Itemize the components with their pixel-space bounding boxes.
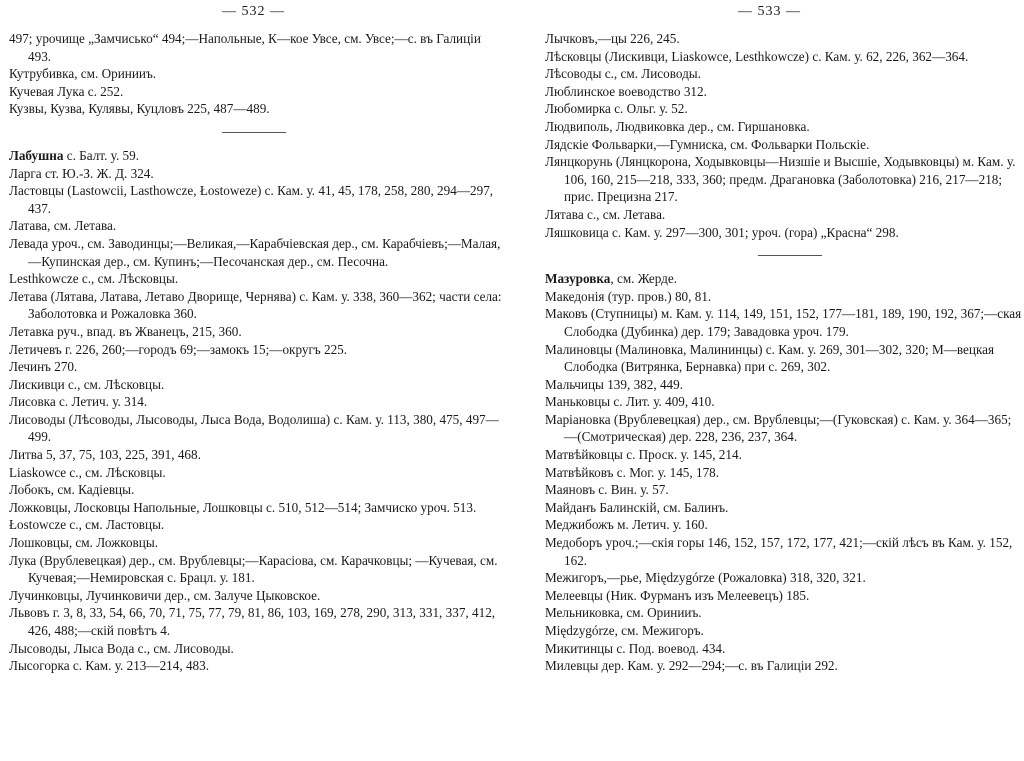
- entry-text: Межигоръ,—рье, Międzygórze (Рожаловка) 318, 320, 321.: [545, 570, 866, 586]
- page-number: — 533 —: [738, 4, 801, 19]
- index-entry: [520, 288, 1024, 306]
- page-number: — 532 —: [222, 4, 285, 19]
- entry-text: Liaskowce с., см. Лѣсковцы.: [9, 464, 166, 480]
- index-entry: [0, 182, 506, 217]
- entry-text: Маньковцы с. Лит. у. 409, 410.: [545, 394, 715, 410]
- index-entry: [0, 235, 506, 270]
- index-entry: [520, 640, 1024, 658]
- entry-text: Лискивци с., см. Лѣсковцы.: [9, 376, 165, 392]
- entry-text: Międzygórze, см. Межигоръ.: [545, 623, 704, 638]
- index-entry: [520, 499, 1024, 517]
- index-entry: [0, 534, 506, 552]
- index-entry: [520, 270, 1024, 288]
- index-entry: [0, 288, 506, 323]
- entry-text: Лошковцы, см. Ложковцы.: [9, 535, 158, 551]
- index-entry: [520, 481, 1024, 499]
- index-entry: Лянцкорунь (Лянцкорона, Ходывковцы—Низшіе и Высшіе, Ходывковцы) м. Кам. у. 106, 160, 215—218, 333, 360; предм. Драгановка (Заболотовка) 216, 217—218; прис. Прецизна 217.: [545, 154, 1016, 205]
- section-head-word: Мазуровка: [545, 271, 611, 287]
- index-entry: [0, 657, 506, 675]
- index-entry: [0, 552, 506, 587]
- entry-text: Мельниковка, см. Оринииъ.: [545, 605, 702, 621]
- index-entry: [520, 657, 1024, 675]
- entry-text: Литва 5, 37, 75, 103, 225, 391, 468.: [9, 447, 201, 463]
- index-entry: [0, 446, 506, 464]
- index-entry: Любомирка с. Ольг. у. 52.: [545, 101, 688, 117]
- entry-text: Мальчицы 139, 382, 449.: [545, 376, 684, 392]
- entry-text: Ларга ст. Ю.-З. Ж. Д. 324.: [9, 165, 154, 181]
- entry-text: Лука (Врублевецкая) дер., см. Врублевцы;—Карасіова, см. Карачковцы; —Кучевая, см. Кучевая;—Немировская с. Брацл. у. 181.: [9, 552, 498, 586]
- entry-text: Малиновцы (Малиновка, Малининцы) с. Кам. у. 269, 301—302, 320; М—вецкая Слободка (Витрянка, Бернавка) при с. 269, 302.: [545, 341, 995, 375]
- index-entry: [520, 569, 1024, 587]
- index-entry: [0, 393, 506, 411]
- entry-text: с. Балт. у. 59.: [63, 147, 140, 163]
- index-entry: [0, 499, 506, 517]
- section-divider: [758, 255, 822, 256]
- index-entry: Лѣсковцы (Лискивци, Liaskowce, Lesthkowcze) с. Кам. у. 62, 226, 362—364.: [545, 48, 969, 64]
- section-divider: [222, 132, 286, 133]
- entry-text: Латава, см. Летава.: [9, 218, 117, 234]
- index-entry: [0, 217, 506, 235]
- index-entry: [0, 341, 506, 359]
- index-entry: [520, 393, 1024, 411]
- entry-text: Лысогорка с. Кам. у. 213—214, 483.: [9, 658, 210, 674]
- entry-text: Маковъ (Ступницы) м. Кам. у. 114, 149, 151, 152, 177—181, 189, 190, 192, 367;—ская Слободка (Дубинка) дер. 179; Завадовка уроч. 179.: [545, 306, 1022, 339]
- index-entry: [520, 305, 1024, 340]
- index-entry: [0, 464, 506, 482]
- left-page: [0, 0, 506, 761]
- entry-text: Майданъ Балинскій, см. Балинъ.: [545, 499, 729, 515]
- index-entry: [520, 622, 1024, 640]
- entry-text: Лечинъ 270.: [9, 359, 78, 375]
- index-entry: [0, 165, 506, 183]
- entry-text: Лисовка с. Летич. у. 314.: [9, 394, 148, 410]
- entry-text: Лысоводы, Лыса Вода с., см. Лисоводы.: [9, 640, 234, 656]
- index-entries: [520, 30, 1024, 675]
- entry-text: Милевцы дер. Кам. у. 292—294;—с. въ Галиціи 292.: [545, 658, 838, 674]
- index-entry: Лядскіе Фольварки,—Гумниска, см. Фольварки Польскіе.: [545, 136, 870, 152]
- entry-text: Лисоводы (Лѣсоводы, Лысоводы, Лыса Вода, Водолиша) с. Кам. у. 113, 380, 475, 497—499.: [9, 411, 499, 445]
- index-entry: 497; урочище „Замчисько“ 494;—Напольные, К—кое Увсе, см. Увсе;—с. въ Галиціи 493.: [9, 31, 481, 64]
- index-entry: [520, 464, 1024, 482]
- index-entry: [0, 323, 506, 341]
- entry-text: Летавка руч., впад. въ Жванецъ, 215, 360.: [9, 323, 242, 339]
- entry-text: Łostowcze с., см. Ластовцы.: [9, 517, 165, 533]
- entry-text: Ластовцы (Lastowcii, Lasthowcze, Łostoweze) с. Кам. у. 41, 45, 178, 258, 280, 294—297, 437.: [9, 183, 494, 216]
- entry-text: Lesthkowcze с., см. Лѣсковцы.: [9, 271, 179, 287]
- right-page: [520, 0, 1024, 761]
- index-entry: Люблинское воеводство 312.: [545, 83, 707, 99]
- entry-text: Летичевъ г. 226, 260;—городъ 69;—замокъ 15;—округъ 225.: [9, 341, 348, 357]
- index-entry: [520, 411, 1024, 446]
- index-entry: [520, 516, 1024, 534]
- entry-text: , см. Жерде.: [610, 271, 678, 287]
- index-entry: [520, 446, 1024, 464]
- index-entry: [0, 604, 506, 639]
- index-entry: Кутрубивка, см. Оринииъ.: [9, 66, 157, 82]
- entry-text: Мелеевцы (Ник. Фурманъ изъ Мелеевецъ) 185.: [545, 587, 810, 603]
- index-entry: Кузвы, Кузва, Кулявы, Куцловъ 225, 487—489.: [9, 101, 270, 117]
- entry-text: Меджибожъ м. Летич. у. 160.: [545, 517, 708, 533]
- entry-text: Микитинцы с. Под. воевод. 434.: [545, 640, 726, 656]
- entry-text: Львовъ г. 3, 8, 33, 54, 66, 70, 71, 75, 77, 79, 81, 86, 103, 169, 278, 290, 313, 331, 337, 412, 426, 488;—скій повѣтъ 4.: [9, 605, 496, 638]
- entry-text: Лучинковцы, Лучинковичи дер., см. Залуче Цыковское.: [9, 587, 321, 603]
- index-entry: Лятава с., см. Летава.: [545, 206, 666, 222]
- index-entry: [0, 270, 506, 288]
- entry-text: Левада уроч., см. Заводинцы;—Великая,—Карабчіевская дер., см. Карабчіевъ;—Малая,—Купинская дер., см. Купинъ;—Песочанская дер., см. Песочна.: [9, 235, 501, 269]
- entry-text: Македонія (тур. пров.) 80, 81.: [545, 288, 712, 304]
- entry-text: Лобокъ, см. Кадіевцы.: [9, 482, 135, 498]
- index-entry: [0, 481, 506, 499]
- entry-text: Ложковцы, Лосковцы Напольные, Лошковцы с. 510, 512—514; Замчиско уроч. 513.: [9, 499, 477, 515]
- index-entry: [0, 147, 506, 165]
- index-entry: Лычковъ,—цы 226, 245.: [545, 31, 680, 46]
- index-entry: Людвиполь, Людвиковка дер., см. Гиршановка.: [545, 118, 810, 134]
- index-entry: [0, 587, 506, 605]
- index-entry: [520, 587, 1024, 605]
- index-entry: Ляшковица с. Кам. у. 297—300, 301; уроч. (гора) „Красна“ 298.: [545, 224, 899, 240]
- entry-text: Маяновъ с. Вин. у. 57.: [545, 482, 669, 498]
- entry-text: Маріановка (Врублевецкая) дер., см. Врублевцы;—(Гуковская) с. Кам. у. 364—365;—(Смотрическая) дер. 228, 236, 237, 364.: [545, 411, 1012, 445]
- index-entry: [0, 411, 506, 446]
- entry-text: Летава (Лятава, Латава, Летаво Дворище, Чернява) с. Кам. у. 338, 360—362; части села: Заболотовка и Рожаловка 360.: [9, 288, 502, 322]
- index-entry: [0, 640, 506, 658]
- index-entry: [0, 376, 506, 394]
- section-head-word: Лабушна: [9, 147, 64, 163]
- entry-text: Медоборъ уроч.;—скія горы 146, 152, 157, 172, 177, 421;—скій лѣсъ въ Кам. у. 152, 162.: [545, 535, 1013, 568]
- index-entries: [0, 30, 506, 675]
- index-entry: [520, 534, 1024, 569]
- index-entry: [0, 516, 506, 534]
- index-entry: [0, 358, 506, 376]
- entry-text: Матвѣйковцы с. Проск. у. 145, 214.: [545, 447, 742, 463]
- index-entry: [520, 376, 1024, 394]
- index-entry: Лѣсоводы с., см. Лисоводы.: [545, 66, 701, 82]
- index-entry: [520, 604, 1024, 622]
- entry-text: Матвѣйковъ с. Мог. у. 145, 178.: [545, 464, 720, 480]
- index-entry: Кучевая Лука с. 252.: [9, 83, 124, 99]
- index-entry: [520, 341, 1024, 376]
